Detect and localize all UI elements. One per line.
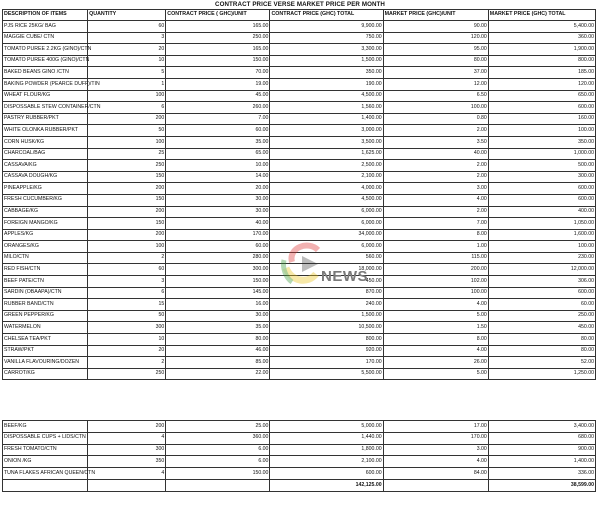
cell-market-total: 1,400.00 <box>488 456 595 468</box>
table-row <box>3 444 596 456</box>
cell-quantity: 200 <box>88 421 166 433</box>
table-row <box>3 136 596 148</box>
cell-contract-unit: 30.00 <box>166 206 270 218</box>
cell-contract-total: 6,000.00 <box>270 241 383 253</box>
cell-market-total: 600.00 <box>488 287 595 299</box>
cell-market-total: 1,000.00 <box>488 148 595 160</box>
cell-contract-total: 18,000.00 <box>270 264 383 276</box>
cell-market-total: 650.00 <box>488 90 595 102</box>
cell-contract-unit: 80.00 <box>166 334 270 346</box>
table-row <box>3 67 596 79</box>
cell-market-total: 350.00 <box>488 136 595 148</box>
table-row <box>3 421 596 433</box>
cell-contract-total: 4,500.00 <box>270 90 383 102</box>
cell-contract-unit: 165.00 <box>166 21 270 33</box>
cell-description: WHITE OLONKA RUBBER/PKT <box>3 125 88 137</box>
contract-grand-total: 142,125.00 <box>270 479 383 491</box>
cell-quantity: 200 <box>88 183 166 195</box>
cell-quantity: 60 <box>88 264 166 276</box>
cell-contract-unit: 10.00 <box>166 160 270 172</box>
cell-contract-unit: 150.00 <box>166 468 270 480</box>
cell-contract-unit: 16.00 <box>166 299 270 311</box>
cell-contract-unit: 250.00 <box>166 32 270 44</box>
cell-contract-unit: 85.00 <box>166 357 270 369</box>
cell-contract-total: 1,440.00 <box>270 432 383 444</box>
table-row <box>3 160 596 172</box>
cell-market-total: 100.00 <box>488 241 595 253</box>
table-row <box>3 32 596 44</box>
cell-contract-unit: 150.00 <box>166 55 270 67</box>
document-title: CONTRACT PRICE VERSE MARKET PRICE PER MONTH <box>215 1 385 8</box>
table-row <box>3 78 596 90</box>
cell-quantity: 6 <box>88 102 166 114</box>
cell-description: FRESH CUCUMBER/KG <box>3 194 88 206</box>
table-row <box>3 206 596 218</box>
cell-contract-unit: 70.00 <box>166 67 270 79</box>
table-row <box>3 322 596 334</box>
cell-market-total: 80.00 <box>488 345 595 357</box>
cell-description: PJS RICE 25KG/ BAG <box>3 21 88 33</box>
totals-row <box>3 479 596 491</box>
cell-contract-unit: 150.00 <box>166 276 270 288</box>
cell-description: WATERMELON <box>3 322 88 334</box>
cell-contract-unit: 280.00 <box>166 252 270 264</box>
cell-description: CASSAVA/KG <box>3 160 88 172</box>
table-row <box>3 44 596 56</box>
cell-contract-total: 34,000.00 <box>270 229 383 241</box>
cell-contract-total: 1,625.00 <box>270 148 383 160</box>
cell-contract-total: 560.00 <box>270 252 383 264</box>
header-market-unit: MARKET PRICE (GHC)/UNIT <box>383 10 488 21</box>
watermark-text: NEWS <box>321 268 368 285</box>
cell-market-unit: 3.50 <box>383 136 488 148</box>
cell-description: CHARCOAL/BAG <box>3 148 88 160</box>
cell-quantity: 1 <box>88 78 166 90</box>
table-row <box>3 90 596 102</box>
cell-market-unit: 12.00 <box>383 78 488 90</box>
cell-quantity: 200 <box>88 206 166 218</box>
price-table <box>2 9 596 380</box>
cell-contract-total: 1,800.00 <box>270 444 383 456</box>
cell-contract-total: 3,500.00 <box>270 136 383 148</box>
cell-description: MILO/CTN <box>3 252 88 264</box>
cell-description: CABBAGE/KG <box>3 206 88 218</box>
table-row <box>3 102 596 114</box>
cell-contract-total: 9,900.00 <box>270 21 383 33</box>
header-contract-total: CONTRACT PRICE (GHC) TOTAL <box>270 10 383 21</box>
cell-market-unit: 102.00 <box>383 276 488 288</box>
cell-market-unit: 200.00 <box>383 264 488 276</box>
cell-market-unit: 100.00 <box>383 102 488 114</box>
table-row <box>3 357 596 369</box>
cell-contract-unit: 30.00 <box>166 310 270 322</box>
cell-description: BEEF PATE/CTN <box>3 276 88 288</box>
cell-market-total: 80.00 <box>488 334 595 346</box>
cell-market-total: 680.00 <box>488 432 595 444</box>
cell-market-total: 400.00 <box>488 206 595 218</box>
cell-quantity: 50 <box>88 125 166 137</box>
cell-quantity: 5 <box>88 67 166 79</box>
cell-description: VANILLA FLAVOURING/DOZEN <box>3 357 88 369</box>
cell-contract-unit: 7.00 <box>166 113 270 125</box>
cell-contract-unit: 20.00 <box>166 183 270 195</box>
cell-description: TOMATO PUREE 400G (GINO)/CTN <box>3 55 88 67</box>
cell-market-total: 60.00 <box>488 299 595 311</box>
cell-description: DISPOSSABLE CUPS + LIDS/CTN <box>3 432 88 444</box>
cell-quantity: 6 <box>88 287 166 299</box>
cell-market-total: 100.00 <box>488 125 595 137</box>
cell-quantity: 250 <box>88 368 166 380</box>
cell-description: FRESH TOMATO/CTN <box>3 444 88 456</box>
table-row <box>3 299 596 311</box>
cell-contract-unit: 6.00 <box>166 444 270 456</box>
cell-quantity: 200 <box>88 113 166 125</box>
cell-market-total: 3,400.00 <box>488 421 595 433</box>
cell-quantity: 50 <box>88 310 166 322</box>
cell-contract-total: 1,400.00 <box>270 113 383 125</box>
cell-market-unit: 0.80 <box>383 113 488 125</box>
cell-contract-unit: 6.00 <box>166 456 270 468</box>
cell-description: APPLES/KG <box>3 229 88 241</box>
cell-contract-total: 2,100.00 <box>270 456 383 468</box>
cell-contract-total: 6,000.00 <box>270 206 383 218</box>
cell-market-total: 336.00 <box>488 468 595 480</box>
cell-market-total: 450.00 <box>488 322 595 334</box>
cell-contract-unit: 35.00 <box>166 322 270 334</box>
cell-market-total: 600.00 <box>488 183 595 195</box>
cell-quantity: 100 <box>88 241 166 253</box>
table-row <box>3 334 596 346</box>
cell-description: BEEF/KG <box>3 421 88 433</box>
cell-description: PINEAPPLE/KG <box>3 183 88 195</box>
cell-contract-unit: 25.00 <box>166 421 270 433</box>
cell-quantity: 150 <box>88 194 166 206</box>
cell-quantity: 2 <box>88 252 166 264</box>
cell-quantity: 2 <box>88 357 166 369</box>
cell-description: CASSAVA DOUGH/KG <box>3 171 88 183</box>
cell-market-unit: 100.00 <box>383 287 488 299</box>
cell-contract-unit: 45.00 <box>166 90 270 102</box>
cell-contract-total: 920.00 <box>270 345 383 357</box>
cell-quantity: 15 <box>88 299 166 311</box>
cell-contract-total: 3,300.00 <box>270 44 383 56</box>
cell-market-total: 230.00 <box>488 252 595 264</box>
cell-market-unit: 4.00 <box>383 345 488 357</box>
cell-market-unit: 3.00 <box>383 444 488 456</box>
cell-contract-total: 5,000.00 <box>270 421 383 433</box>
cell-market-unit: 2.00 <box>383 206 488 218</box>
table-row <box>3 55 596 67</box>
cell-description: PASTRY RUBBER/PKT <box>3 113 88 125</box>
cell-market-unit: 5.00 <box>383 310 488 322</box>
table-row <box>3 310 596 322</box>
cell-market-unit: 7.00 <box>383 218 488 230</box>
cell-market-unit: 2.00 <box>383 160 488 172</box>
cell-contract-unit: 35.00 <box>166 136 270 148</box>
cell-contract-unit: 14.00 <box>166 171 270 183</box>
cell-contract-unit: 165.00 <box>166 44 270 56</box>
cell-quantity: 10 <box>88 334 166 346</box>
cell-contract-total: 190.00 <box>270 78 383 90</box>
header-row <box>3 10 596 21</box>
table-row <box>3 456 596 468</box>
cell-market-total: 160.00 <box>488 113 595 125</box>
cell-market-total: 12,000.00 <box>488 264 595 276</box>
cell-description: ORANGES/KG <box>3 241 88 253</box>
cell-market-unit: 84.00 <box>383 468 488 480</box>
cell-contract-total: 5,500.00 <box>270 368 383 380</box>
cell-market-unit: 90.00 <box>383 21 488 33</box>
cell-contract-total: 4,000.00 <box>270 183 383 195</box>
cell-contract-total: 600.00 <box>270 468 383 480</box>
cell-market-total: 120.00 <box>488 78 595 90</box>
cell-market-total: 1,250.00 <box>488 368 595 380</box>
cell-contract-unit: 300.00 <box>166 264 270 276</box>
cell-market-unit: 17.00 <box>383 421 488 433</box>
table-row <box>3 218 596 230</box>
cell-contract-unit: 22.00 <box>166 368 270 380</box>
cell-quantity: 150 <box>88 171 166 183</box>
cell-description: WHEAT FLOUR/KG <box>3 90 88 102</box>
cell-contract-total: 750.00 <box>270 32 383 44</box>
cell-market-unit: 40.00 <box>383 148 488 160</box>
cell-market-unit: 5.00 <box>383 368 488 380</box>
cell-contract-unit: 46.00 <box>166 345 270 357</box>
cell-market-total: 900.00 <box>488 444 595 456</box>
cell-contract-unit: 170.00 <box>166 229 270 241</box>
cell-description: GREEN PEPPER/KG <box>3 310 88 322</box>
table-row <box>3 345 596 357</box>
cell-quantity: 3 <box>88 32 166 44</box>
cell-description: DISPOSSABLE STEW CONTAINER/CTN <box>3 102 88 114</box>
cell-quantity: 4 <box>88 432 166 444</box>
cell-quantity: 20 <box>88 345 166 357</box>
table-row <box>3 368 596 380</box>
table-row <box>3 148 596 160</box>
table-row <box>3 468 596 480</box>
cell-description: BAKING POWDER (PEARCE DUFF)/TIN <box>3 78 88 90</box>
cell-contract-total: 2,100.00 <box>270 171 383 183</box>
cell-quantity: 20 <box>88 44 166 56</box>
cell-market-total: 300.00 <box>488 171 595 183</box>
cell-contract-total: 1,560.00 <box>270 102 383 114</box>
cell-quantity: 150 <box>88 218 166 230</box>
table-row <box>3 21 596 33</box>
cell-description: RUBBER BAND/CTN <box>3 299 88 311</box>
header-quantity: QUANTITY <box>88 10 166 21</box>
additional-items-table <box>2 420 596 492</box>
cell-quantity: 10 <box>88 55 166 67</box>
cell-market-unit: 37.00 <box>383 67 488 79</box>
cell-contract-total: 170.00 <box>270 357 383 369</box>
cell-description: CHELSEA TEA/PKT <box>3 334 88 346</box>
cell-description: ONION /KG <box>3 456 88 468</box>
cell-description: MAGGIE CUBE/ CTN <box>3 32 88 44</box>
cell-contract-total: 870.00 <box>270 287 383 299</box>
cell-market-total: 1,600.00 <box>488 229 595 241</box>
logo-arrow <box>302 256 318 272</box>
cell-contract-total: 6,000.00 <box>270 218 383 230</box>
cell-contract-unit: 145.00 <box>166 287 270 299</box>
cell-contract-unit: 40.00 <box>166 218 270 230</box>
cell-market-total: 1,900.00 <box>488 44 595 56</box>
cell-description: RED FISH/CTN <box>3 264 88 276</box>
cell-market-unit: 8.00 <box>383 334 488 346</box>
cell-market-unit: 3.00 <box>383 183 488 195</box>
header-description: DESCRIPTION OF ITEMS <box>3 10 88 21</box>
cell-market-total: 185.00 <box>488 67 595 79</box>
cell-market-total: 500.00 <box>488 160 595 172</box>
cell-market-total: 600.00 <box>488 194 595 206</box>
cell-description: SARDIN (OBAAPA)/CTN <box>3 287 88 299</box>
table-row <box>3 125 596 137</box>
cell-market-unit: 8.00 <box>383 229 488 241</box>
cell-description: BAKED BEANS GINO /CTN <box>3 67 88 79</box>
cell-market-total: 52.00 <box>488 357 595 369</box>
cell-contract-unit: 360.00 <box>166 432 270 444</box>
market-grand-total: 38,599.00 <box>488 479 595 491</box>
cell-contract-unit: 65.00 <box>166 148 270 160</box>
cell-description: TOMATO PUREE 2.2KG (GINO)/CTN <box>3 44 88 56</box>
cell-market-total: 250.00 <box>488 310 595 322</box>
table-row <box>3 171 596 183</box>
cell-market-total: 1,050.00 <box>488 218 595 230</box>
cell-description: TUNA FLAKES AFRICAN QUEEN/CTN <box>3 468 88 480</box>
cell-market-total: 600.00 <box>488 102 595 114</box>
table-row <box>3 113 596 125</box>
cell-market-unit: 80.00 <box>383 55 488 67</box>
cell-quantity: 300 <box>88 322 166 334</box>
cell-market-unit: 26.00 <box>383 357 488 369</box>
cell-quantity: 4 <box>88 468 166 480</box>
cell-market-total: 800.00 <box>488 55 595 67</box>
cell-quantity: 200 <box>88 229 166 241</box>
header-market-total: MARKET PRICE (GHC) TOTAL <box>488 10 595 21</box>
cell-quantity: 300 <box>88 444 166 456</box>
cell-contract-total: 240.00 <box>270 299 383 311</box>
cell-contract-total: 4,500.00 <box>270 194 383 206</box>
cell-contract-unit: 60.00 <box>166 241 270 253</box>
table-row <box>3 183 596 195</box>
cell-contract-total: 1,500.00 <box>270 55 383 67</box>
header-contract-unit: CONTRACT PRICE ( GHC)/UNIT <box>166 10 270 21</box>
cell-market-unit: 120.00 <box>383 32 488 44</box>
cell-contract-total: 350.00 <box>270 67 383 79</box>
cell-contract-total: 800.00 <box>270 334 383 346</box>
table-row <box>3 194 596 206</box>
cell-market-total: 360.00 <box>488 32 595 44</box>
cell-market-unit: 115.00 <box>383 252 488 264</box>
cell-quantity: 350 <box>88 456 166 468</box>
cell-quantity: 100 <box>88 90 166 102</box>
cell-contract-unit: 60.00 <box>166 125 270 137</box>
cell-contract-total: 3,000.00 <box>270 125 383 137</box>
cell-market-unit: 4.00 <box>383 194 488 206</box>
cell-contract-unit: 260.00 <box>166 102 270 114</box>
cell-market-unit: 6.50 <box>383 90 488 102</box>
cell-contract-total: 1,500.00 <box>270 310 383 322</box>
cell-quantity: 60 <box>88 21 166 33</box>
table-row <box>3 432 596 444</box>
cell-market-unit: 95.00 <box>383 44 488 56</box>
cell-description: CORN HUSK/KG <box>3 136 88 148</box>
cell-contract-unit: 30.00 <box>166 194 270 206</box>
cell-market-unit: 1.00 <box>383 241 488 253</box>
cell-quantity: 100 <box>88 136 166 148</box>
cell-quantity: 25 <box>88 148 166 160</box>
cell-market-unit: 4.00 <box>383 299 488 311</box>
cell-description: FOREIGN MANGO/KG <box>3 218 88 230</box>
cell-contract-total: 450.00 <box>270 276 383 288</box>
cell-market-total: 5,400.00 <box>488 21 595 33</box>
cell-market-unit: 1.50 <box>383 322 488 334</box>
cell-quantity: 250 <box>88 160 166 172</box>
cell-contract-total: 10,500.00 <box>270 322 383 334</box>
cell-contract-unit: 19.00 <box>166 78 270 90</box>
cell-market-unit: 4.00 <box>383 456 488 468</box>
cell-contract-total: 2,500.00 <box>270 160 383 172</box>
cell-market-unit: 170.00 <box>383 432 488 444</box>
cell-market-total: 306.00 <box>488 276 595 288</box>
cell-description: CARROT/KG <box>3 368 88 380</box>
cell-market-unit: 2.00 <box>383 125 488 137</box>
cell-market-unit: 2.00 <box>383 171 488 183</box>
cell-description: STRAW/PKT <box>3 345 88 357</box>
cell-quantity: 3 <box>88 276 166 288</box>
